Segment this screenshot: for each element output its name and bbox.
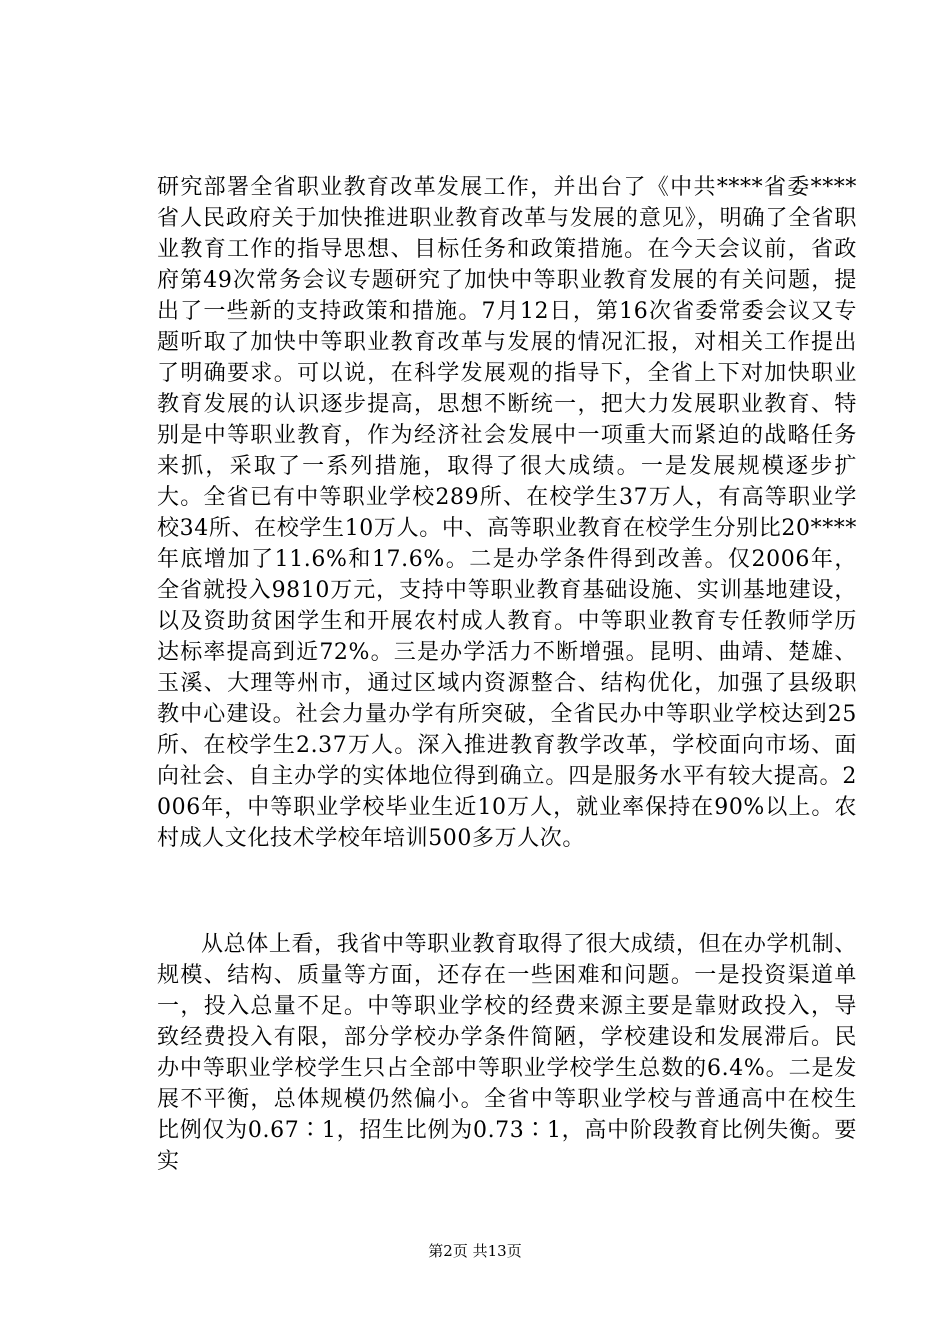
paragraph-1: 研究部署全省职业教育改革发展工作，并出台了《中共****省委****省人民政府关于加快推进职业教育改革与发展的意见》，明确了全省职业教育工作的指导思想、目标任务和政策措施。在今天会议前，省政府第49次常务会议专题研究了加快中等职业教育发展的有关问题，提出了一些新的支持政策和措施。7月12日，第16次省委常委会议又专题听取了加快中等职业教育改革与发展的情况汇报，对相关工作提出了明确要求。可以说，在科学发展观的指导下，全省上下对加快职业教育发展的认识逐步提高，思想不断统一，把大力发展职业教育、特别是中等职业教育，作为经济社会发展中一项重大而紧迫的战略任务来抓，采取了一系列措施，取得了很大成绩。一是发展规模逐步扩大。全省已有中等职业学校289所、在校学生37万人，有高等职业学校34所、在校学生10万人。中、高等职业教育在校学生分别比20****年底增加了11.6%和17.6%。二是办学条件得到改善。仅2006年，全省就投入9810万元，支持中等职业教育基础设施、实训基地建设，以及资助贫困学生和开展农村成人教育。中等职业教育专任教师学历达标率提高到近72%。三是办学活力不断增强。昆明、曲靖、楚雄、玉溪、大理等州市，通过区域内资源整合、结构优化，加强了县级职教中心建设。社会力量办学有所突破，全省民办中等职业学校达到25所、在校学生2.37万人。深入推进教育教学改革，学校面向市场、面向社会、自主办学的实体地位得到确立。四是服务水平有较大提高。2006年，中等职业学校毕业生近10万人，就业率保持在90%以上。农村成人文化技术学校年培训500多万人次。 — [157, 175, 857, 851]
page-footer: 第2页 共13页 — [428, 1242, 522, 1260]
paragraph-2: 从总体上看，我省中等职业教育取得了很大成绩，但在办学机制、规模、结构、质量等方面，还存在一些困难和问题。一是投资渠道单一，投入总量不足。中等职业学校的经费来源主要是靠财政投入，导致经费投入有限，部分学校办学条件简陋，学校建设和发展滞后。民办中等职业学校学生只占全部中等职业学校学生总数的6.4%。二是发展不平衡，总体规模仍然偏小。全省中等职业学校与普通高中在校生比例仅为0.67∶1，招生比例为0.73∶1，高中阶段教育比例失衡。要实 — [157, 932, 857, 1174]
